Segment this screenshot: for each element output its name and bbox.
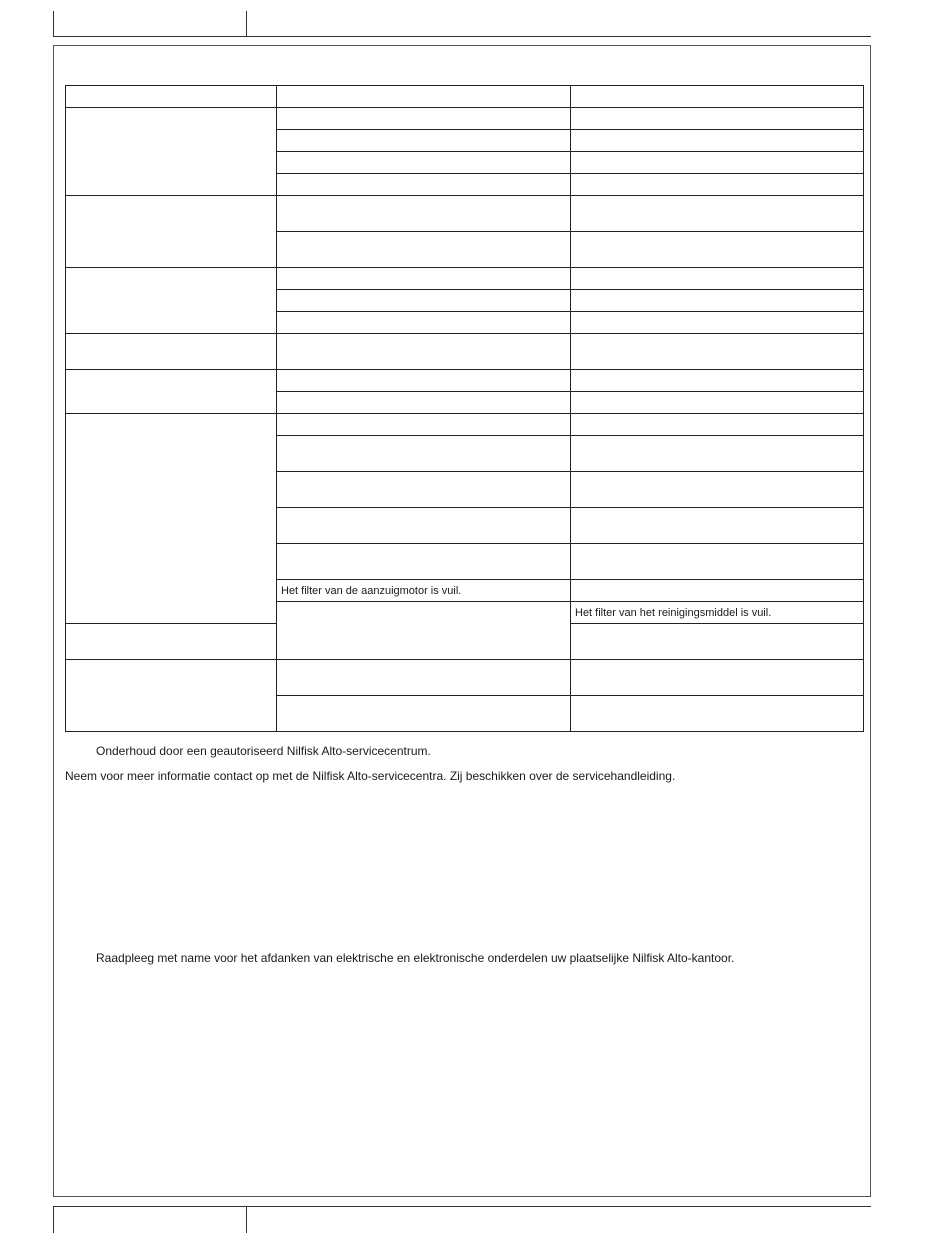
table-row	[66, 196, 864, 232]
table-cell	[277, 174, 571, 196]
table-cell	[571, 624, 864, 660]
table-cell	[571, 174, 864, 196]
footer-rule-horizontal	[53, 1206, 871, 1207]
table-cell	[571, 108, 864, 130]
table-cell	[277, 602, 571, 660]
table-cell	[66, 370, 277, 414]
table-row	[66, 108, 864, 130]
table-cell	[571, 290, 864, 312]
table-cell	[66, 268, 277, 334]
table-cell	[277, 268, 571, 290]
table-cell	[277, 232, 571, 268]
table-cell	[277, 436, 571, 472]
table-row	[66, 414, 864, 436]
table-cell	[571, 392, 864, 414]
table-cell: Het filter van het reinigingsmiddel is vuil.	[571, 602, 864, 624]
table-cell	[277, 392, 571, 414]
table-cell	[571, 660, 864, 696]
table-cell	[571, 334, 864, 370]
table-cell	[277, 370, 571, 392]
table-cell	[277, 472, 571, 508]
table-cell	[277, 334, 571, 370]
table-cell	[277, 696, 571, 732]
table-cell	[571, 130, 864, 152]
table-cell	[277, 108, 571, 130]
table-cell	[571, 152, 864, 174]
footer-rule-left-vertical	[53, 1206, 54, 1233]
table-cell	[571, 370, 864, 392]
table-cell	[571, 232, 864, 268]
table-cell	[571, 472, 864, 508]
header-rule-horizontal	[53, 36, 871, 37]
header-rule-left-vertical	[53, 11, 54, 37]
table-cell	[277, 130, 571, 152]
table-row	[66, 334, 864, 370]
table-cell	[277, 508, 571, 544]
table-cell	[66, 196, 277, 268]
table-cell	[277, 152, 571, 174]
table-cell	[277, 312, 571, 334]
table-row	[66, 370, 864, 392]
table-cell	[571, 580, 864, 602]
header-rule-mid-vertical	[246, 11, 247, 37]
table-cell	[571, 268, 864, 290]
table-cell	[66, 334, 277, 370]
table-cell	[571, 544, 864, 580]
table-cell	[66, 624, 277, 660]
table-cell: Het filter van de aanzuigmotor is vuil.	[277, 580, 571, 602]
table-cell	[277, 660, 571, 696]
table-cell	[277, 86, 571, 108]
maintenance-heading: Onderhoud door een geautoriseerd Nilfisk Alto-servicecentrum.	[96, 744, 431, 758]
table-cell	[66, 108, 277, 196]
table-cell	[571, 696, 864, 732]
table-cell	[277, 196, 571, 232]
table-cell	[66, 414, 277, 624]
table-cell	[571, 312, 864, 334]
table-cell	[66, 660, 277, 732]
table-cell	[277, 290, 571, 312]
troubleshooting-table	[65, 85, 864, 732]
table-cell	[571, 436, 864, 472]
maintenance-text: Neem voor meer informatie contact op met de Nilfisk Alto-servicecentra. Zij beschikken over de servicehandleiding.	[65, 769, 676, 783]
table-row	[66, 660, 864, 696]
table-cell	[66, 86, 277, 108]
table-cell	[571, 414, 864, 436]
disposal-text: Raadpleeg met name voor het afdanken van elektrische en elektronische onderdelen uw plaatselijke Nilfisk Alto-kantoor.	[96, 951, 735, 965]
table-row	[66, 268, 864, 290]
table-header-row	[66, 86, 864, 108]
footer-rule-mid-vertical	[246, 1206, 247, 1233]
table-cell	[277, 544, 571, 580]
table-cell	[277, 414, 571, 436]
table-cell	[571, 508, 864, 544]
table-cell	[571, 86, 864, 108]
table-cell	[571, 196, 864, 232]
